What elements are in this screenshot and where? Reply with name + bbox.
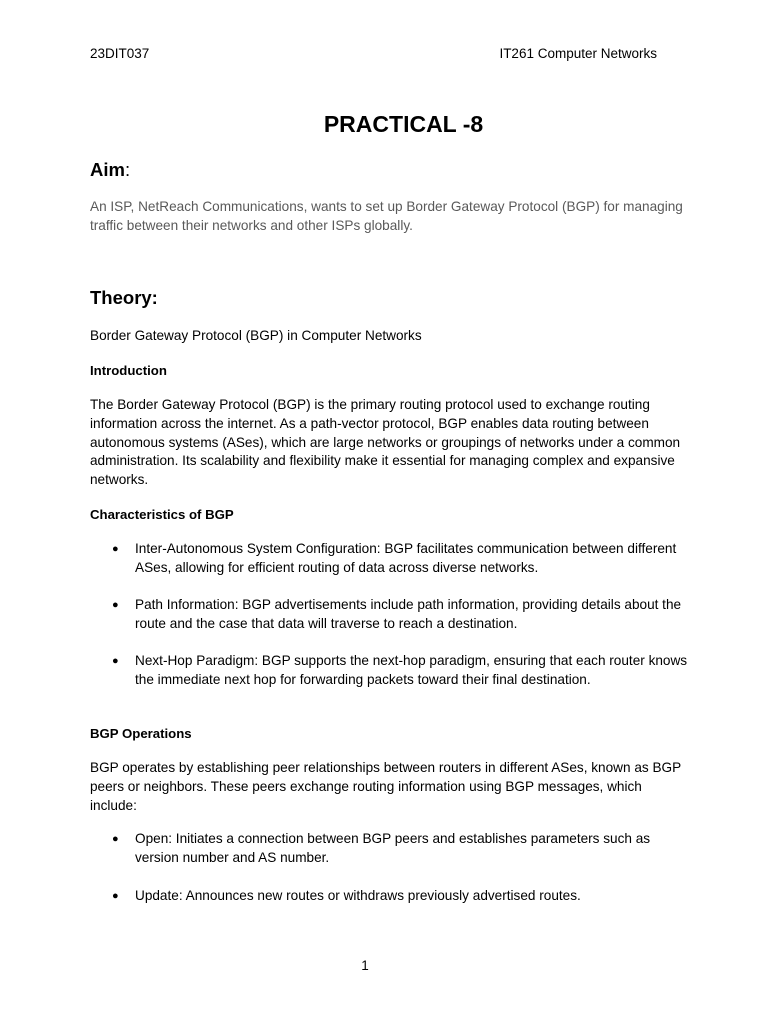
bullet-icon: ● [112, 543, 119, 555]
list-item [112, 540, 692, 578]
list-item-text: Path Information: BGP advertisements include path information, providing details about the route and the case that data will traverse to reach a destination. [135, 597, 682, 631]
list-item [112, 596, 692, 634]
aim-heading-colon: : [124, 159, 131, 180]
list-item-text: Open: Initiates a connection between BGP peers and establishes parameters such as version number and AS number. [135, 831, 651, 865]
operations-heading: BGP Operations [90, 726, 192, 741]
bullet-icon: ● [112, 833, 119, 845]
list-item [112, 830, 692, 868]
page-number: 1 [361, 958, 369, 973]
bullet-icon: ● [112, 599, 119, 611]
list-item [112, 887, 692, 906]
bullet-icon: ● [112, 890, 119, 902]
aim-heading-label: Aim [90, 159, 125, 180]
page-title: PRACTICAL -8 [323, 111, 484, 137]
theory-heading: Theory: [90, 287, 158, 308]
theory-subtitle: Border Gateway Protocol (BGP) in Computer Networks [90, 328, 422, 343]
header-course-name: IT261 Computer Networks [499, 46, 657, 61]
introduction-text: The Border Gateway Protocol (BGP) is the primary routing protocol used to exchange routing information across the internet. As a path-vector protocol, BGP enables data routing between autonomous systems (ASes), which are large networks or groupings of networks under a common administration. Its scalability and flexibility make it essential for managing complex and expansive networks. [90, 397, 681, 488]
operations-text: BGP operates by establishing peer relationships between routers in different ASes, known as BGP peers or neighbors. These peers exchange routing information using BGP messages, which include: [90, 760, 681, 813]
list-item-text: Update: Announces new routes or withdraws previously advertised routes. [135, 888, 581, 903]
aim-text: An ISP, NetReach Communications, wants to set up Border Gateway Protocol (BGP) for managing traffic between their networks and other ISPs globally. [90, 199, 683, 233]
list-item [112, 652, 692, 690]
aim-heading [90, 158, 130, 182]
header-student-id: 23DIT037 [90, 46, 150, 61]
bullet-icon: ● [112, 655, 119, 667]
introduction-heading: Introduction [90, 363, 167, 378]
list-item-text: Next-Hop Paradigm: BGP supports the next-hop paradigm, ensuring that each router knows the immediate next hop for forwarding packets toward their final destination. [135, 653, 688, 687]
characteristics-heading: Characteristics of BGP [90, 507, 234, 522]
list-item-text: Inter-Autonomous System Configuration: BGP facilitates communication between different ASes, allowing for efficient routing of data across diverse networks. [135, 541, 677, 575]
